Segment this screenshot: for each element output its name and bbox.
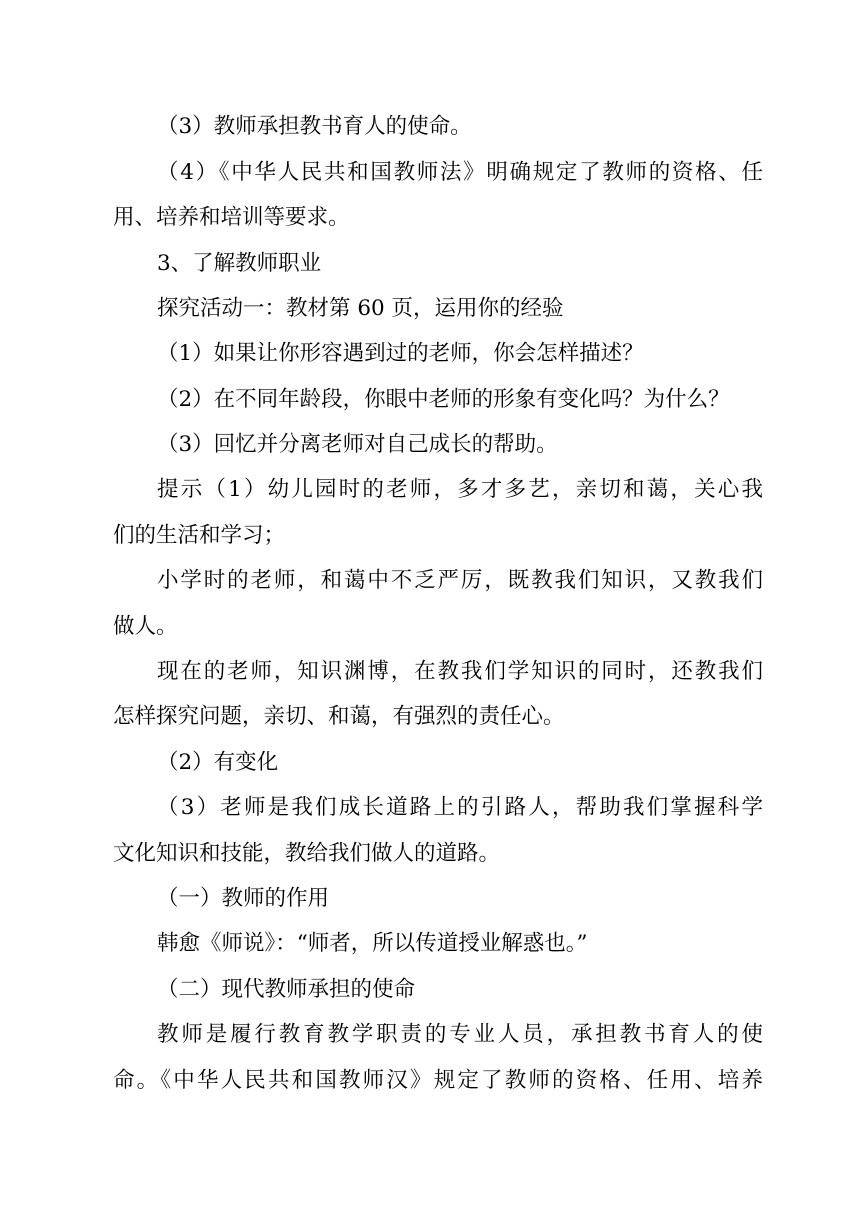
paragraph-line: 用、培养和培训等要求。 [113,205,350,230]
paragraph-line: （2）有变化 [157,750,279,775]
section-heading: （二）现代教师承担的使命 [157,977,416,1002]
paragraph-line: （3）教师承担教书育人的使命。 [157,114,472,139]
paragraph-line: （4）《中华人民共和国教师法》明确规定了教师的资格、任 [157,160,763,185]
paragraph-line: （2）在不同年龄段，你眼中老师的形象有变化吗？为什么？ [157,387,730,412]
paragraph-line: （1）如果让你形容遇到过的老师，你会怎样描述？ [157,341,644,366]
paragraph-line: 现在的老师，知识渊博，在教我们学知识的同时，还教我们 [157,659,763,684]
paragraph-line: （3）老师是我们成长道路上的引路人，帮助我们掌握科学 [157,795,763,820]
paragraph-line: 们的生活和学习； [113,523,286,548]
paragraph-line: 小学时的老师，和蔼中不乏严厉，既教我们知识，又教我们 [157,568,763,593]
paragraph-line: 命。《中华人民共和国教师汉》规定了教师的资格、任用、培养 [113,1068,763,1093]
paragraph-line: 做人。 [113,614,178,639]
paragraph-line: 教师是履行教育教学职责的专业人员，承担教书育人的使 [157,1022,763,1047]
paragraph-line: 怎样探究问题，亲切、和蔼，有强烈的责任心。 [113,704,565,729]
paragraph-line: （3）回忆并分离老师对自己成长的帮助。 [157,432,558,457]
paragraph-line: 文化知识和技能，教给我们做人的道路。 [113,841,501,866]
paragraph-line: 提示（1）幼儿园时的老师，多才多艺，亲切和蔼，关心我 [157,477,763,502]
section-heading: 3、了解教师职业 [157,251,322,276]
paragraph-line: 探究活动一：教材第 60 页，运用你的经验 [157,296,564,321]
quote-line: 韩愈《师说》：“师者，所以传道授业解惑也。” [157,931,588,956]
section-heading: （一）教师的作用 [157,886,330,911]
